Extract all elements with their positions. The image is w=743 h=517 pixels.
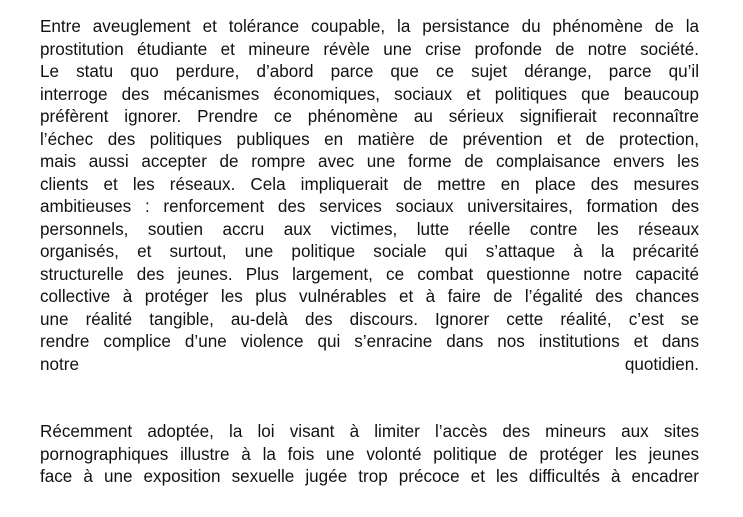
text-line: l’échec des politiques publiques en matière de prévention et de protection,	[40, 129, 699, 149]
text-line: préfèrent ignorer. Prendre ce phénomène au sérieux signifierait reconnaître	[40, 107, 699, 126]
paragraph-gap	[40, 376, 699, 421]
text-line: Récemment adoptée, la loi visant à limiter l’accès des mineurs aux sites	[40, 422, 699, 441]
paragraph-2	[40, 421, 699, 489]
document-body	[40, 16, 699, 489]
text-line: notre quotidien.	[40, 354, 699, 374]
text-line: ambitieuses : renforcement des services sociaux universitaires, formation des	[40, 197, 699, 216]
text-line: structurelle des jeunes. Plus largement, ce combat questionne notre capacité	[40, 264, 699, 284]
text-line: collective à protéger les plus vulnérables et à faire de l’égalité des chances	[40, 287, 699, 306]
text-line: organisés, et surtout, une politique sociale qui s’attaque à la précarité	[40, 242, 699, 261]
text-line: clients et les réseaux. Cela impliquerait de mettre en place des mesures	[40, 174, 699, 194]
text-line: Le statu quo perdure, d’abord parce que ce sujet dérange, parce qu’il	[40, 62, 699, 81]
paragraph-1	[40, 16, 699, 376]
text-line: interroge des mécanismes économiques, sociaux et politiques que beaucoup	[40, 84, 699, 104]
text-line: une réalité tangible, au-delà des discours. Ignorer cette réalité, c’est se	[40, 309, 699, 329]
text-line: mais aussi accepter de rompre avec une forme de complaisance envers les	[40, 152, 699, 171]
text-line: prostitution étudiante et mineure révèle une crise profonde de notre société.	[40, 39, 699, 59]
text-line: face à une exposition sexuelle jugée trop précoce et les difficultés à encadrer	[40, 467, 699, 486]
text-line: rendre complice d’une violence qui s’enracine dans nos institutions et dans	[40, 332, 699, 351]
text-line: Entre aveuglement et tolérance coupable, la persistance du phénomène de la	[40, 17, 699, 36]
text-line: personnels, soutien accru aux victimes, lutte réelle contre les réseaux	[40, 219, 699, 239]
text-line: pornographiques illustre à la fois une volonté politique de protéger les jeunes	[40, 444, 699, 464]
